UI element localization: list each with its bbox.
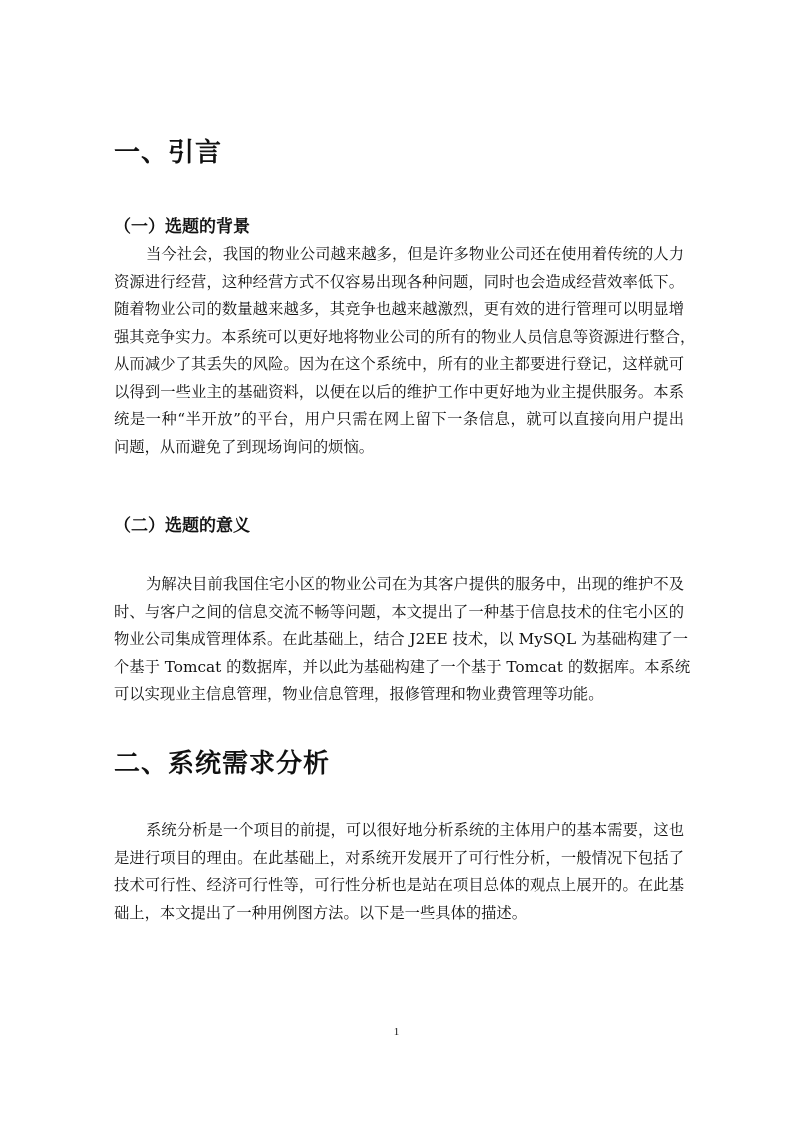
paragraph-line: 物业公司集成管理体系。在此基础上，结合 J2EE 技术，以 MySQL 为基础构建了一 <box>114 630 689 648</box>
paragraph-line: 技术可行性、经济可行性等，可行性分析也是站在项目总体的观点上展开的。在此基 <box>114 876 684 894</box>
paragraph-line: 系统分析是一个项目的前提，可以很好地分析系统的主体用户的基本需要，这也 <box>146 821 684 839</box>
paragraph-line: 是进行项目的理由。在此基础上，对系统开发展开了可行性分析，一般情况下包括了 <box>114 848 684 867</box>
paragraph-line: 强其竞争实力。本系统可以更好地将物业公司的所有的物业人员信息等资源进行整合， <box>114 327 696 346</box>
paragraph-background <box>114 241 696 461</box>
page-number: 1 <box>393 1026 400 1038</box>
paragraph-line: 统是一种“半开放”的平台，用户只需在网上留下一条信息，就可以直接向用户提出 <box>114 410 684 428</box>
paragraph-line: 以得到一些业主的基础资料，以便在以后的维护工作中更好地为业主提供服务。本系 <box>114 382 684 401</box>
paragraph-line: 为解决目前我国住宅小区的物业公司在为其客户提供的服务中，出现的维护不及 <box>146 575 684 593</box>
paragraph-line: 当今社会，我国的物业公司越来越多，但是许多物业公司还在使用着传统的人力 <box>146 245 684 263</box>
paragraph-line: 问题，从而避免了到现场询问的烦恼。 <box>114 437 375 456</box>
paragraph-line: 时、与客户之间的信息交流不畅等问题，本文提出了一种基于信息技术的住宅小区的 <box>114 602 684 621</box>
section-heading-introduction: 一、引言 <box>114 138 223 168</box>
paragraph-line: 从而减少了其丢失的风险。因为在这个系统中，所有的业主都要进行登记，这样就可 <box>114 355 684 373</box>
subsection-heading-significance: （二）选题的意义 <box>114 516 250 536</box>
paragraph-significance <box>114 571 691 709</box>
paragraph-line: 础上，本文提出了一种用例图方法。以下是一些具体的描述。 <box>114 903 528 922</box>
subsection-heading-background: （一）选题的背景 <box>114 217 250 237</box>
paragraph-requirements-analysis <box>114 817 684 927</box>
paragraph-line: 随着物业公司的数量越来越多，其竞争也越来越激烈，更有效的进行管理可以明显增 <box>114 300 684 318</box>
paragraph-line: 个基于 Tomcat 的数据库，并以此为基础构建了一个基于 Tomcat 的数据库。本系统 <box>114 657 691 676</box>
paragraph-line: 可以实现业主信息管理，物业信息管理，报修管理和物业费管理等功能。 <box>114 685 604 703</box>
section-heading-requirements-analysis: 二、系统需求分析 <box>114 749 331 779</box>
paragraph-line: 资源进行经营，这种经营方式不仅容易出现各种问题，同时也会造成经营效率低下。 <box>114 272 684 291</box>
